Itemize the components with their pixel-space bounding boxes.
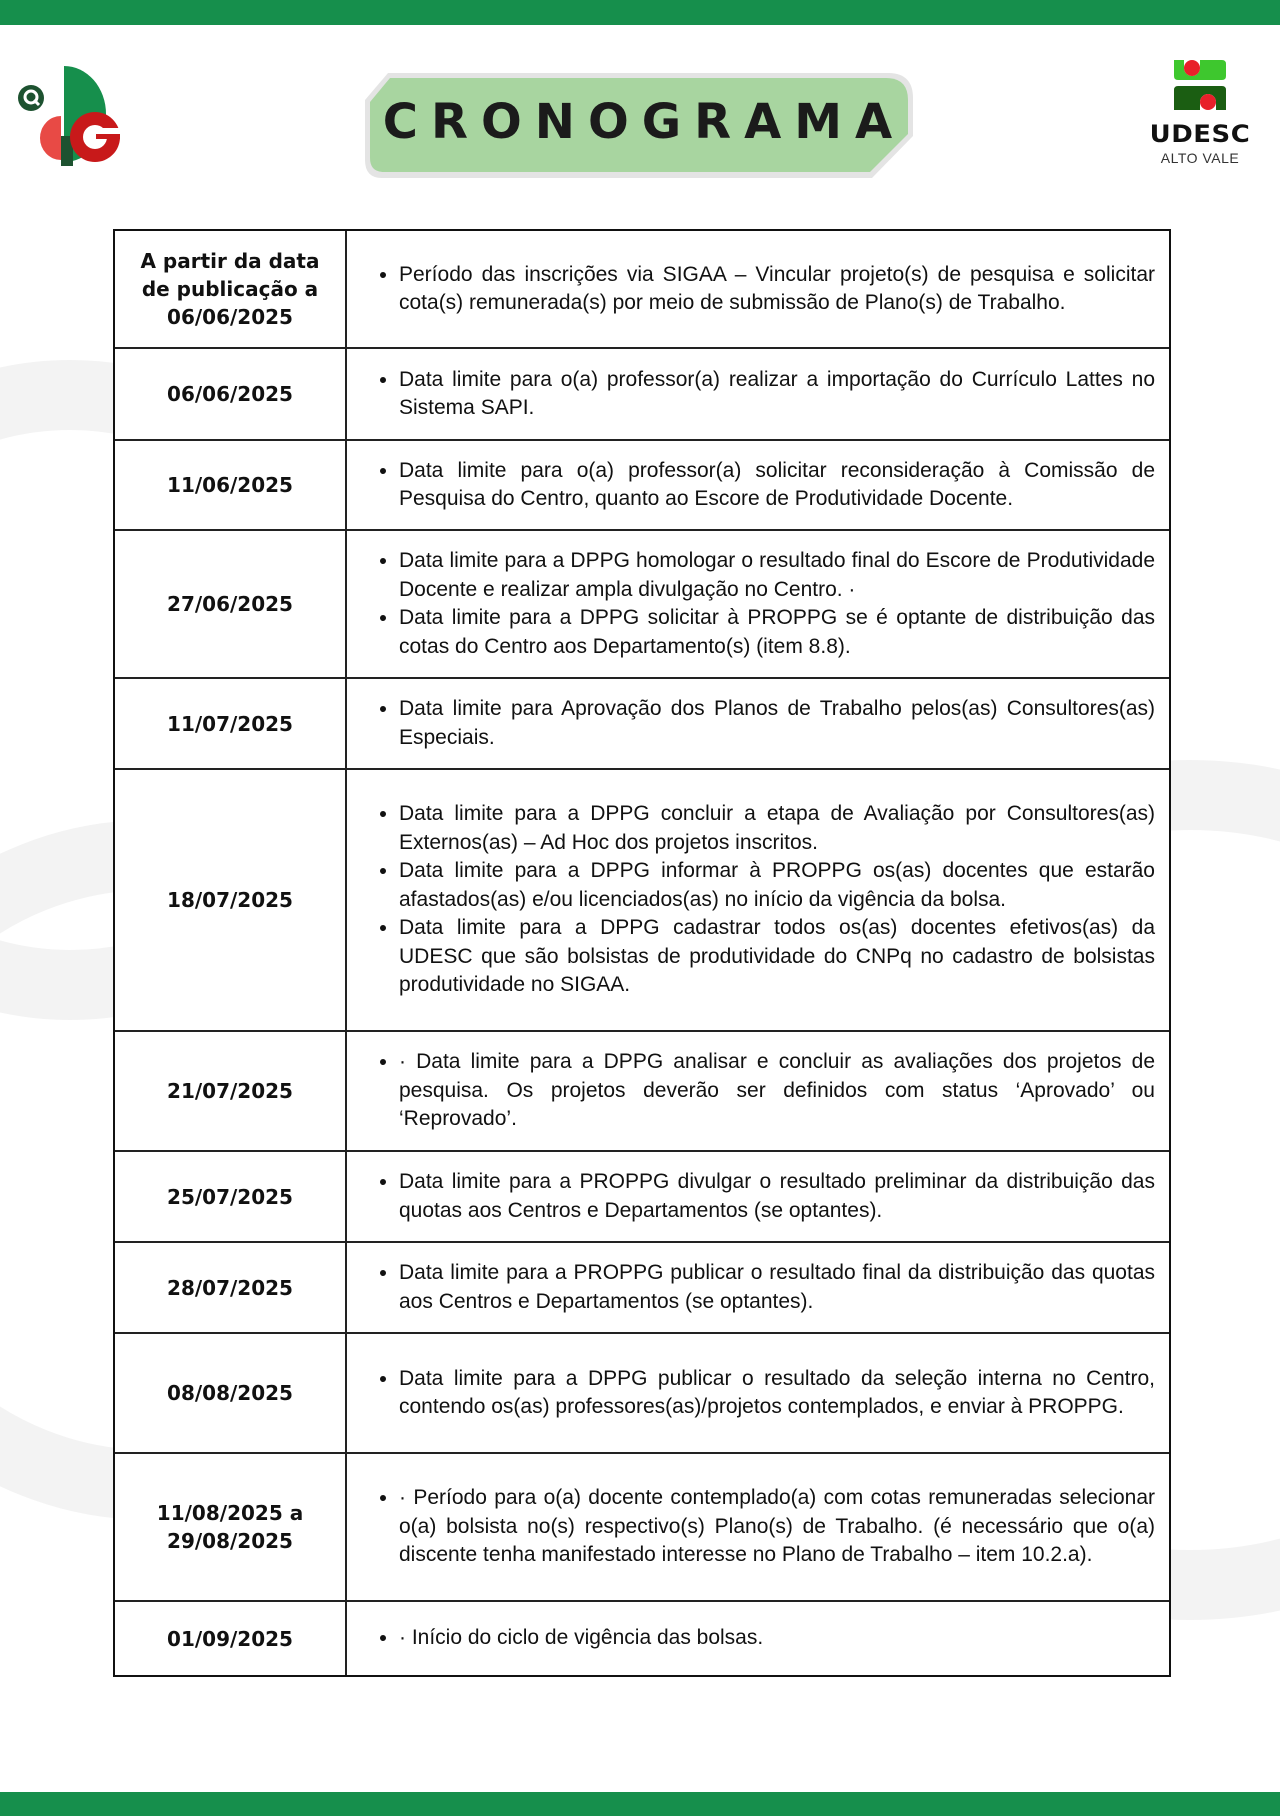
list-item: • · Início do ciclo de vigência das bolsas.	[399, 1624, 1155, 1653]
table-row	[115, 1241, 1169, 1332]
title-banner	[360, 70, 918, 182]
description-cell	[347, 349, 1169, 439]
schedule-table	[113, 229, 1171, 1677]
date-cell: 08/08/2025	[115, 1334, 347, 1452]
list-item: • Data limite para o(a) professor(a) realizar a importação do Currículo Lattes no Sistema SAPI.	[399, 366, 1155, 423]
description-cell	[347, 1454, 1169, 1600]
list-item: • Data limite para o(a) professor(a) solicitar reconsideração à Comissão de Pesquisa do Centro, quanto ao Escore de Produtividade Docente.	[399, 457, 1155, 514]
list-item: • Data limite para Aprovação dos Planos de Trabalho pelos(as) Consultores(as) Especiais.	[399, 695, 1155, 752]
top-green-bar	[0, 0, 1280, 25]
date-cell: 25/07/2025	[115, 1152, 347, 1241]
list-item: • Data limite para a PROPPG divulgar o resultado preliminar da distribuição das quotas aos Centros e Departamentos (se optantes).	[399, 1168, 1155, 1225]
date-cell: A partir da data de publicação a 06/06/2025	[115, 231, 347, 347]
table-row	[115, 677, 1169, 768]
date-cell: 21/07/2025	[115, 1032, 347, 1150]
udesc-logo	[1140, 58, 1260, 178]
table-row	[115, 1030, 1169, 1150]
description-cell	[347, 1032, 1169, 1150]
table-row	[115, 231, 1169, 347]
list-item: • Data limite para a DPPG publicar o resultado da seleção interna no Centro, contendo os(as) professores(as)/projetos contemplados, e enviar à PROPPG.	[399, 1365, 1155, 1422]
list-item: • · Período para o(a) docente contemplado(a) com cotas remuneradas selecionar o(a) bolsista no(s) respectivo(s) Plano(s) de Trabalho. (é necessário que o(a) discente tenha manifestado interesse no Plano de Trabalho – item 10.2.a).	[399, 1484, 1155, 1570]
list-item: • Data limite para a DPPG cadastrar todos os(as) docentes efetivos(as) da UDESC que são bolsistas de produtividade do CNPq no cadastro de bolsistas produtividade no SIGAA.	[399, 914, 1155, 1000]
date-cell: 27/06/2025	[115, 531, 347, 677]
list-item: • Data limite para a PROPPG publicar o resultado final da distribuição das quotas aos Centros e Departamentos (se optantes).	[399, 1259, 1155, 1316]
page-title: CRONOGRAMA	[382, 94, 906, 150]
date-cell: 11/07/2025	[115, 679, 347, 768]
table-row	[115, 1452, 1169, 1600]
iqg-logo-icon	[18, 66, 122, 170]
description-cell	[347, 770, 1169, 1030]
bottom-green-bar	[0, 1792, 1280, 1816]
date-cell: 28/07/2025	[115, 1243, 347, 1332]
table-row	[115, 768, 1169, 1030]
table-row	[115, 347, 1169, 439]
table-row	[115, 1600, 1169, 1675]
udesc-name: UDESC	[1149, 120, 1251, 148]
date-cell: 11/08/2025 a 29/08/2025	[115, 1454, 347, 1600]
description-cell	[347, 679, 1169, 768]
table-row	[115, 529, 1169, 677]
description-cell	[347, 1334, 1169, 1452]
list-item: • Data limite para a DPPG informar à PROPPG os(as) docentes que estarão afastados(as) e/ou licenciados(as) no início da vigência da bolsa.	[399, 857, 1155, 914]
udesc-emblem-icon	[1170, 58, 1230, 112]
list-item: • Data limite para a DPPG homologar o resultado final do Escore de Produtividade Docente e realizar ampla divulgação no Centro. ·	[399, 547, 1155, 604]
date-cell: 01/09/2025	[115, 1602, 347, 1675]
list-item: • · Data limite para a DPPG analisar e concluir as avaliações dos projetos de pesquisa. Os projetos deverão ser definidos com status ‘Aprovado’ ou ‘Reprovado’.	[399, 1048, 1155, 1134]
description-cell	[347, 231, 1169, 347]
description-cell	[347, 1152, 1169, 1241]
list-item: • Data limite para a DPPG solicitar à PROPPG se é optante de distribuição das cotas do Centro aos Departamento(s) (item 8.8).	[399, 604, 1155, 661]
table-row	[115, 439, 1169, 529]
udesc-subtitle: ALTO VALE	[1160, 150, 1240, 166]
list-item: • Data limite para a DPPG concluir a etapa de Avaliação por Consultores(as) Externos(as) – Ad Hoc dos projetos inscritos.	[399, 800, 1155, 857]
description-cell	[347, 531, 1169, 677]
iqg-logo	[18, 66, 122, 170]
description-cell	[347, 1602, 1169, 1675]
list-item: • Período das inscrições via SIGAA – Vincular projeto(s) de pesquisa e solicitar cota(s) remunerada(s) por meio de submissão de Plano(s) de Trabalho.	[399, 261, 1155, 318]
date-cell: 18/07/2025	[115, 770, 347, 1030]
table-row	[115, 1150, 1169, 1241]
description-cell	[347, 441, 1169, 529]
date-cell: 11/06/2025	[115, 441, 347, 529]
table-row	[115, 1332, 1169, 1452]
date-cell: 06/06/2025	[115, 349, 347, 439]
description-cell	[347, 1243, 1169, 1332]
